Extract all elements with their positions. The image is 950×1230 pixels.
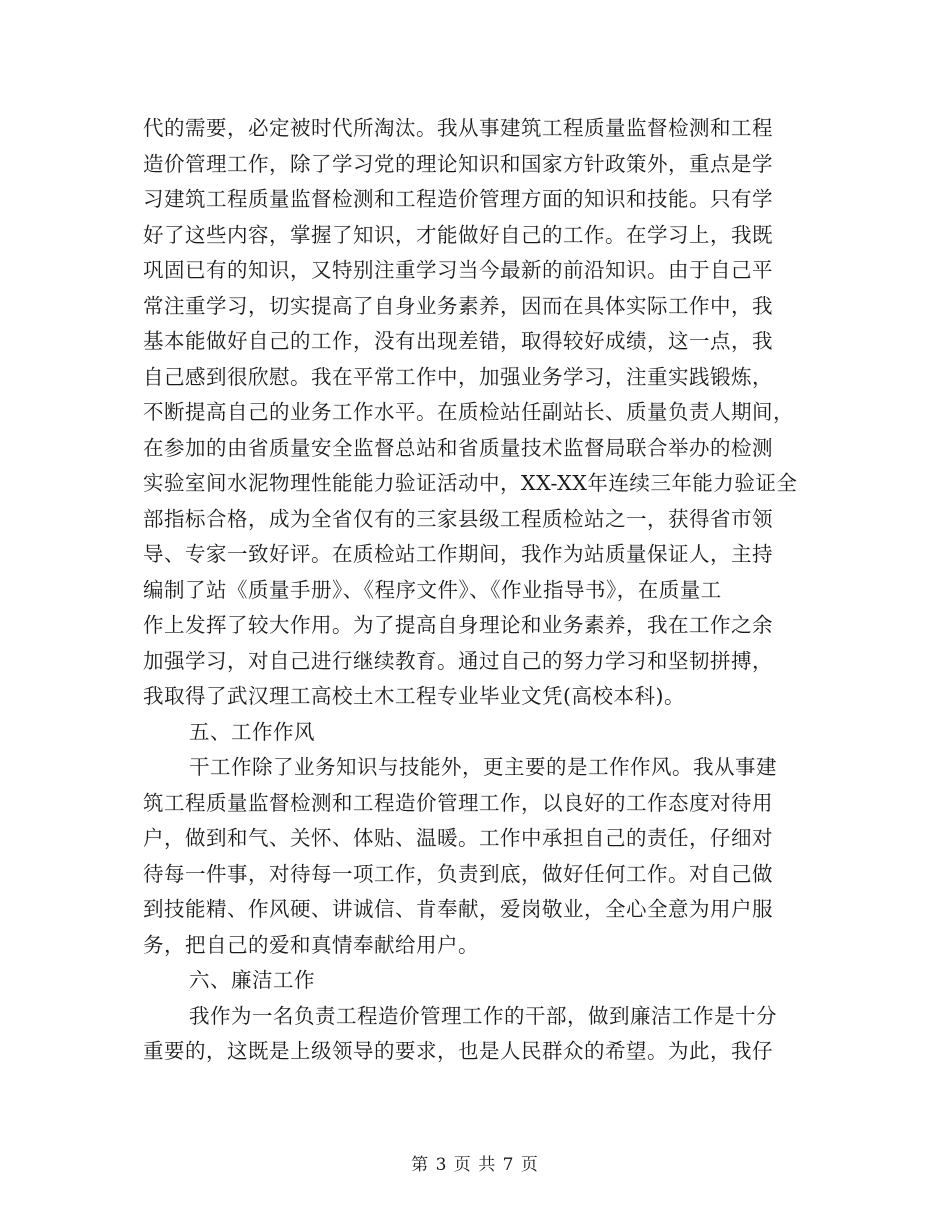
- text-line: 作上发挥了较大作用。为了提高自身理论和业务素养，我在工作之余: [143, 613, 773, 637]
- text-line: 基本能做好自己的工作，没有出现差错，取得较好成绩，这一点，我: [143, 329, 773, 353]
- text-line: 重要的，这既是上级领导的要求，也是人民群众的希望。为此，我仔: [143, 1039, 773, 1063]
- text-line: 在参加的由省质量安全监督总站和省质量技术监督局联合举办的检测: [143, 435, 773, 460]
- text-line: 我作为一名负责工程造价管理工作的干部，做到廉洁工作是十分: [189, 1003, 777, 1028]
- text-line: 六、廉洁工作: [189, 968, 315, 992]
- text-line: 务，把自己的爱和真情奉献给用户。: [143, 932, 479, 957]
- text-line: 编制了站《质量手册》、《程序文件》、《作业指导书》，在质量工: [143, 577, 722, 602]
- body-text: [143, 111, 823, 1070]
- text-line: 常注重学习，切实提高了自身业务素养，因而在具体实际工作中，我: [143, 293, 773, 318]
- text-line: 筑工程质量监督检测和工程造价管理工作，以良好的工作态度对待用: [143, 790, 773, 815]
- text-line: 实验室间水泥物理性能能力验证活动中，XX-XX年连续三年能力验证全: [143, 471, 798, 495]
- text-line: 干工作除了业务知识与技能外，更主要的是工作作风。我从事建: [189, 755, 777, 779]
- text-line: 造价管理工作，除了学习党的理论知识和国家方针政策外，重点是学: [143, 151, 773, 176]
- text-line: 代的需要，必定被时代所淘汰。我从事建筑工程质量监督检测和工程: [143, 116, 773, 140]
- text-line: 待每一件事，对待每一项工作，负责到底，做好任何工作。对自己做: [143, 861, 773, 886]
- text-line: 到技能精、作风硬、讲诚信、肯奉献，爱岗敬业，全心全意为用户服: [143, 897, 773, 921]
- text-line: 导、专家一致好评。在质检站工作期间，我作为站质量保证人，主持: [143, 542, 773, 566]
- text-line: 部指标合格，成为全省仅有的三家县级工程质检站之一，获得省市领: [143, 506, 773, 531]
- text-line: 户，做到和气、关怀、体贴、温暖。工作中承担自己的责任，仔细对: [143, 826, 773, 850]
- text-line: 加强学习，对自己进行继续教育。通过自己的努力学习和坚韧拼搏，: [143, 648, 773, 673]
- text-line: 我取得了武汉理工高校土木工程专业毕业文凭(高校本科)。: [143, 684, 685, 708]
- text-line: 自己感到很欣慰。我在平常工作中，加强业务学习，注重实践锻炼，: [143, 364, 773, 389]
- text-line: 习建筑工程质量监督检测和工程造价管理方面的知识和技能。只有学: [143, 187, 773, 211]
- text-line: 巩固已有的知识，又特别注重学习当今最新的前沿知识。由于自己平: [143, 258, 773, 282]
- page-footer: 第 3 页 共 7 页: [411, 1155, 539, 1175]
- text-line: 不断提高自己的业务工作水平。在质检站任副站长、质量负责人期间，: [143, 400, 794, 424]
- text-line: 好了这些内容，掌握了知识，才能做好自己的工作。在学习上，我既: [143, 222, 773, 247]
- text-line: 五、工作作风: [189, 719, 315, 744]
